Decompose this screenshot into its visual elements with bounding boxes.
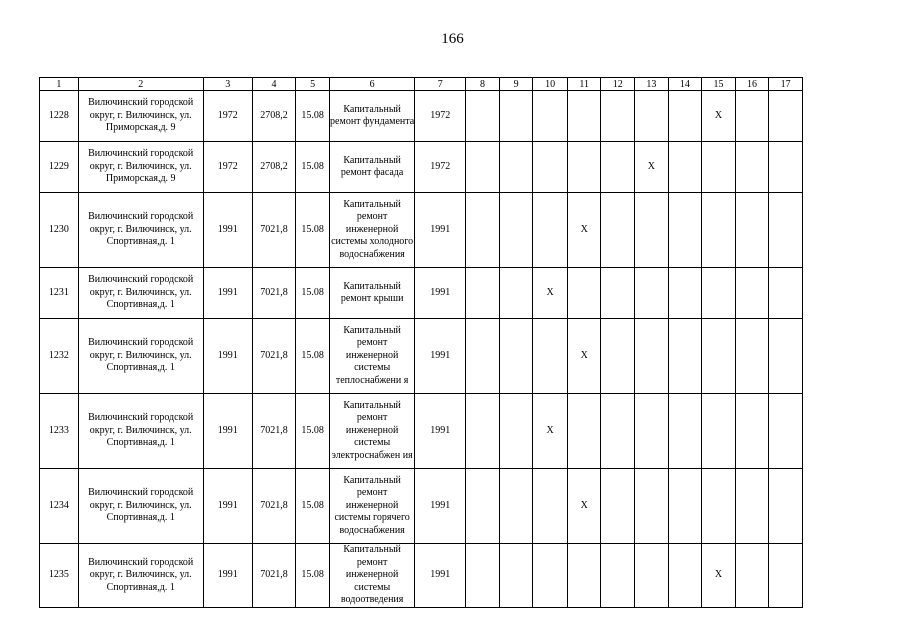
work-type-cell: Капитальный ремонт инженерной системы горячего водоснабжения [329,469,414,544]
repair-schedule-table [39,77,803,608]
empty-cell [668,91,702,142]
empty-cell [567,142,601,193]
mark-cell: Х [702,544,736,608]
empty-cell [635,268,669,319]
year-cell: 1991 [415,394,466,469]
address-cell: Вилючинский городской округ, г. Вилючинск, ул. Спортивная,д. 1 [78,469,203,544]
table-row [40,319,803,394]
area-cell: 7021,8 [252,193,296,268]
empty-cell [533,544,568,608]
empty-cell [499,142,533,193]
empty-cell [735,268,769,319]
empty-cell [499,544,533,608]
address-cell: Вилючинский городской округ, г. Вилючинск, ул. Приморская,д. 9 [78,91,203,142]
row-number-cell: 1233 [40,394,79,469]
table-row [40,91,803,142]
build-year-cell: 1972 [203,142,252,193]
column-header: 4 [252,78,296,91]
empty-cell [499,394,533,469]
empty-cell [635,193,669,268]
empty-cell [769,394,803,469]
build-year-cell: 1991 [203,319,252,394]
column-header: 10 [533,78,568,91]
empty-cell [769,268,803,319]
empty-cell [533,469,568,544]
year-cell: 1991 [415,193,466,268]
code-cell: 15.08 [296,544,330,608]
empty-cell [702,319,736,394]
empty-cell [601,544,635,608]
table-row [40,193,803,268]
column-header: 2 [78,78,203,91]
code-cell: 15.08 [296,91,330,142]
empty-cell [466,268,500,319]
area-cell: 7021,8 [252,469,296,544]
empty-cell [499,319,533,394]
build-year-cell: 1991 [203,268,252,319]
row-number-cell: 1235 [40,544,79,608]
mark-cell: Х [567,469,601,544]
code-cell: 15.08 [296,193,330,268]
table-row [40,394,803,469]
mark-cell: Х [533,394,568,469]
row-number-cell: 1229 [40,142,79,193]
empty-cell [533,91,568,142]
empty-cell [466,91,500,142]
year-cell: 1991 [415,469,466,544]
empty-cell [769,319,803,394]
work-type-cell: Капитальный ремонт фундамента [329,91,414,142]
empty-cell [769,193,803,268]
mark-cell: Х [567,193,601,268]
empty-cell [601,91,635,142]
empty-cell [466,544,500,608]
column-header: 11 [567,78,601,91]
empty-cell [533,142,568,193]
column-header: 8 [466,78,500,91]
empty-cell [533,319,568,394]
column-header: 6 [329,78,414,91]
column-header: 3 [203,78,252,91]
empty-cell [499,268,533,319]
address-cell: Вилючинский городской округ, г. Вилючинск, ул. Приморская,д. 9 [78,142,203,193]
empty-cell [702,142,736,193]
area-cell: 7021,8 [252,544,296,608]
empty-cell [466,193,500,268]
column-header: 16 [735,78,769,91]
empty-cell [635,469,669,544]
table-row [40,142,803,193]
row-number-cell: 1230 [40,193,79,268]
empty-cell [567,268,601,319]
code-cell: 15.08 [296,319,330,394]
column-header: 1 [40,78,79,91]
empty-cell [702,268,736,319]
address-cell: Вилючинский городской округ, г. Вилючинск, ул. Спортивная,д. 1 [78,544,203,608]
empty-cell [735,142,769,193]
row-number-cell: 1234 [40,469,79,544]
address-cell: Вилючинский городской округ, г. Вилючинск, ул. Спортивная,д. 1 [78,193,203,268]
empty-cell [567,91,601,142]
column-header: 5 [296,78,330,91]
work-type-cell: Капитальный ремонт фасада [329,142,414,193]
code-cell: 15.08 [296,268,330,319]
empty-cell [466,469,500,544]
empty-cell [601,319,635,394]
year-cell: 1972 [415,91,466,142]
empty-cell [601,469,635,544]
empty-cell [735,469,769,544]
table-row [40,268,803,319]
empty-cell [735,319,769,394]
empty-cell [702,469,736,544]
area-cell: 7021,8 [252,394,296,469]
code-cell: 15.08 [296,469,330,544]
mark-cell: Х [533,268,568,319]
empty-cell [635,319,669,394]
empty-cell [567,394,601,469]
empty-cell [499,469,533,544]
work-type-cell: Капитальный ремонт крыши [329,268,414,319]
empty-cell [702,193,736,268]
column-header: 14 [668,78,702,91]
empty-cell [601,394,635,469]
empty-cell [769,469,803,544]
year-cell: 1991 [415,544,466,608]
area-cell: 2708,2 [252,91,296,142]
empty-cell [735,91,769,142]
empty-cell [769,544,803,608]
empty-cell [668,142,702,193]
empty-cell [668,544,702,608]
column-header: 12 [601,78,635,91]
empty-cell [635,544,669,608]
empty-cell [668,394,702,469]
column-header: 15 [702,78,736,91]
address-cell: Вилючинский городской округ, г. Вилючинск, ул. Спортивная,д. 1 [78,268,203,319]
work-type-cell: Капитальный ремонт инженерной системы теплоснабжени я [329,319,414,394]
table-body [40,91,803,608]
empty-cell [466,394,500,469]
empty-cell [601,268,635,319]
build-year-cell: 1991 [203,193,252,268]
empty-cell [499,193,533,268]
table-row [40,544,803,608]
year-cell: 1991 [415,268,466,319]
empty-cell [466,319,500,394]
empty-cell [668,319,702,394]
code-cell: 15.08 [296,394,330,469]
empty-cell [466,142,500,193]
header-row [40,78,803,91]
empty-cell [668,268,702,319]
empty-cell [635,394,669,469]
empty-cell [601,193,635,268]
row-number-cell: 1228 [40,91,79,142]
build-year-cell: 1991 [203,544,252,608]
column-header: 7 [415,78,466,91]
empty-cell [702,394,736,469]
address-cell: Вилючинский городской округ, г. Вилючинск, ул. Спортивная,д. 1 [78,394,203,469]
year-cell: 1991 [415,319,466,394]
empty-cell [668,193,702,268]
empty-cell [533,193,568,268]
page-number: 166 [441,31,464,47]
column-header: 9 [499,78,533,91]
work-type-cell: Капитальный ремонт инженерной системы электроснабжен ия [329,394,414,469]
year-cell: 1972 [415,142,466,193]
address-cell: Вилючинский городской округ, г. Вилючинск, ул. Спортивная,д. 1 [78,319,203,394]
build-year-cell: 1972 [203,91,252,142]
mark-cell: Х [702,91,736,142]
area-cell: 7021,8 [252,268,296,319]
empty-cell [567,544,601,608]
empty-cell [769,91,803,142]
table-row [40,469,803,544]
empty-cell [735,544,769,608]
work-type-cell: Капитальный ремонт инженерной системы холодного водоснабжения [329,193,414,268]
empty-cell [735,193,769,268]
build-year-cell: 1991 [203,394,252,469]
mark-cell: Х [635,142,669,193]
row-number-cell: 1231 [40,268,79,319]
empty-cell [668,469,702,544]
code-cell: 15.08 [296,142,330,193]
empty-cell [499,91,533,142]
mark-cell: Х [567,319,601,394]
build-year-cell: 1991 [203,469,252,544]
area-cell: 2708,2 [252,142,296,193]
row-number-cell: 1232 [40,319,79,394]
empty-cell [769,142,803,193]
column-header: 17 [769,78,803,91]
work-type-cell: Капитальный ремонт инженерной системы водоотведения [329,544,414,608]
empty-cell [601,142,635,193]
column-header: 13 [635,78,669,91]
empty-cell [635,91,669,142]
empty-cell [735,394,769,469]
area-cell: 7021,8 [252,319,296,394]
